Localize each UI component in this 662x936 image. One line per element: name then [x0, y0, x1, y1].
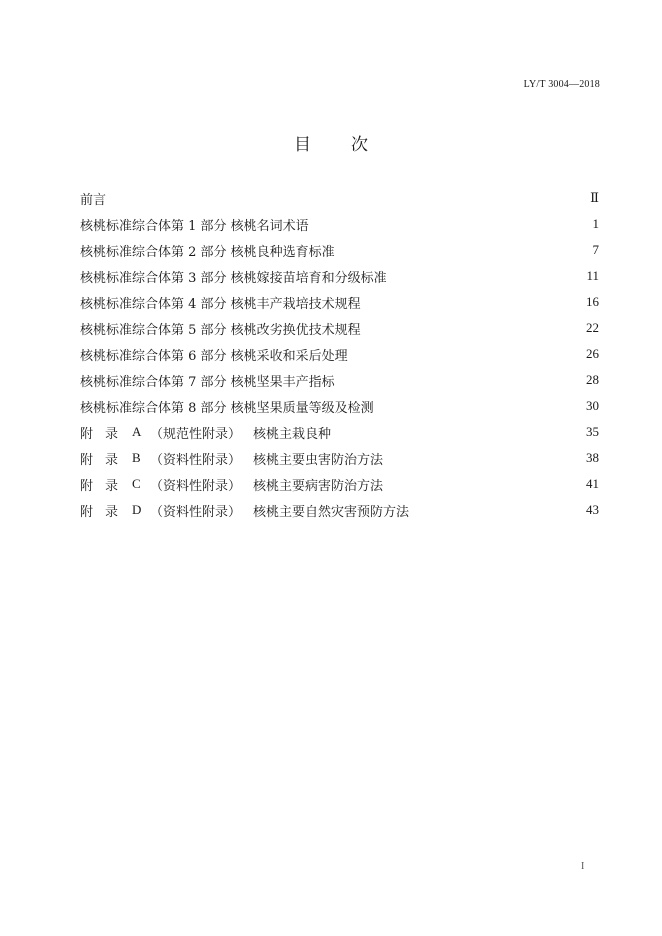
toc-entry-part-1[interactable] [80, 211, 599, 237]
toc-entry-part-8[interactable] [80, 393, 599, 419]
appendix-type: （资料性附录） [150, 478, 242, 494]
toc-entry-label: 核桃标准综合体第 7 部分 核桃坚果丰产指标 [80, 374, 335, 390]
toc-entry-label: 核桃标准综合体第 2 部分 核桃良种选育标准 [80, 244, 335, 260]
toc-entry-part-5[interactable] [80, 315, 599, 341]
toc-entry-page: 7 [592, 242, 599, 257]
appendix-word: 附录 [80, 478, 131, 494]
page-number: I [581, 861, 585, 872]
appendix-title: 核桃主栽良种 [253, 426, 332, 442]
appendix-word: 附录 [80, 426, 131, 442]
appendix-word: 附录 [80, 504, 131, 520]
toc-entry-label: 核桃标准综合体第 4 部分 核桃丰产栽培技术规程 [80, 296, 361, 312]
toc-entry-page: 26 [586, 346, 599, 361]
toc-entry-appendix-b[interactable] [80, 445, 599, 471]
toc-entry-label: 核桃标准综合体第 1 部分 核桃名词术语 [80, 218, 309, 234]
page-title: 目次 [294, 135, 408, 155]
toc-entry-page: 41 [586, 476, 599, 491]
toc-entry-page: 43 [586, 502, 599, 517]
toc-entry-page: 38 [586, 450, 599, 465]
toc-entry-page: 11 [586, 268, 599, 283]
toc-entry-page: 1 [592, 216, 599, 231]
appendix-word: 附录 [80, 452, 131, 468]
toc-entry-appendix-a[interactable] [80, 419, 599, 445]
toc-entry-page: 30 [586, 398, 599, 413]
appendix-letter: A [132, 424, 142, 439]
toc-list [80, 185, 599, 523]
toc-entry-label: 核桃标准综合体第 3 部分 核桃嫁接苗培育和分级标准 [80, 270, 387, 286]
toc-entry-part-6[interactable] [80, 341, 599, 367]
toc-entry-page: 16 [586, 294, 599, 309]
toc-entry-page: 28 [586, 372, 599, 387]
toc-entry-label: 前言 [80, 192, 107, 208]
toc-entry-label: 核桃标准综合体第 5 部分 核桃改劣换优技术规程 [80, 322, 361, 338]
toc-entry-label: 核桃标准综合体第 8 部分 核桃坚果质量等级及检测 [80, 400, 374, 416]
appendix-type: （资料性附录） [150, 452, 242, 468]
document-code: LY/T 3004—2018 [523, 79, 600, 90]
toc-entry-part-4[interactable] [80, 289, 599, 315]
appendix-type: （资料性附录） [150, 504, 242, 520]
appendix-title: 核桃主要自然灾害预防方法 [253, 504, 410, 520]
appendix-letter: D [132, 502, 142, 517]
appendix-title: 核桃主要虫害防治方法 [253, 452, 384, 468]
toc-entry-part-2[interactable] [80, 237, 599, 263]
appendix-type: （规范性附录） [150, 426, 242, 442]
toc-entry-label: 核桃标准综合体第 6 部分 核桃采收和采后处理 [80, 348, 348, 364]
toc-entry-page: 22 [586, 320, 599, 335]
toc-entry-appendix-d[interactable] [80, 497, 599, 523]
toc-entry-appendix-c[interactable] [80, 471, 599, 497]
toc-entry-part-7[interactable] [80, 367, 599, 393]
toc-entry-part-3[interactable] [80, 263, 599, 289]
toc-entry-page: 35 [586, 424, 599, 439]
appendix-letter: C [132, 476, 141, 491]
toc-entry-preface[interactable] [80, 185, 599, 211]
toc-entry-page: Ⅱ [590, 190, 599, 205]
appendix-letter: B [132, 450, 141, 465]
appendix-title: 核桃主要病害防治方法 [253, 478, 384, 494]
